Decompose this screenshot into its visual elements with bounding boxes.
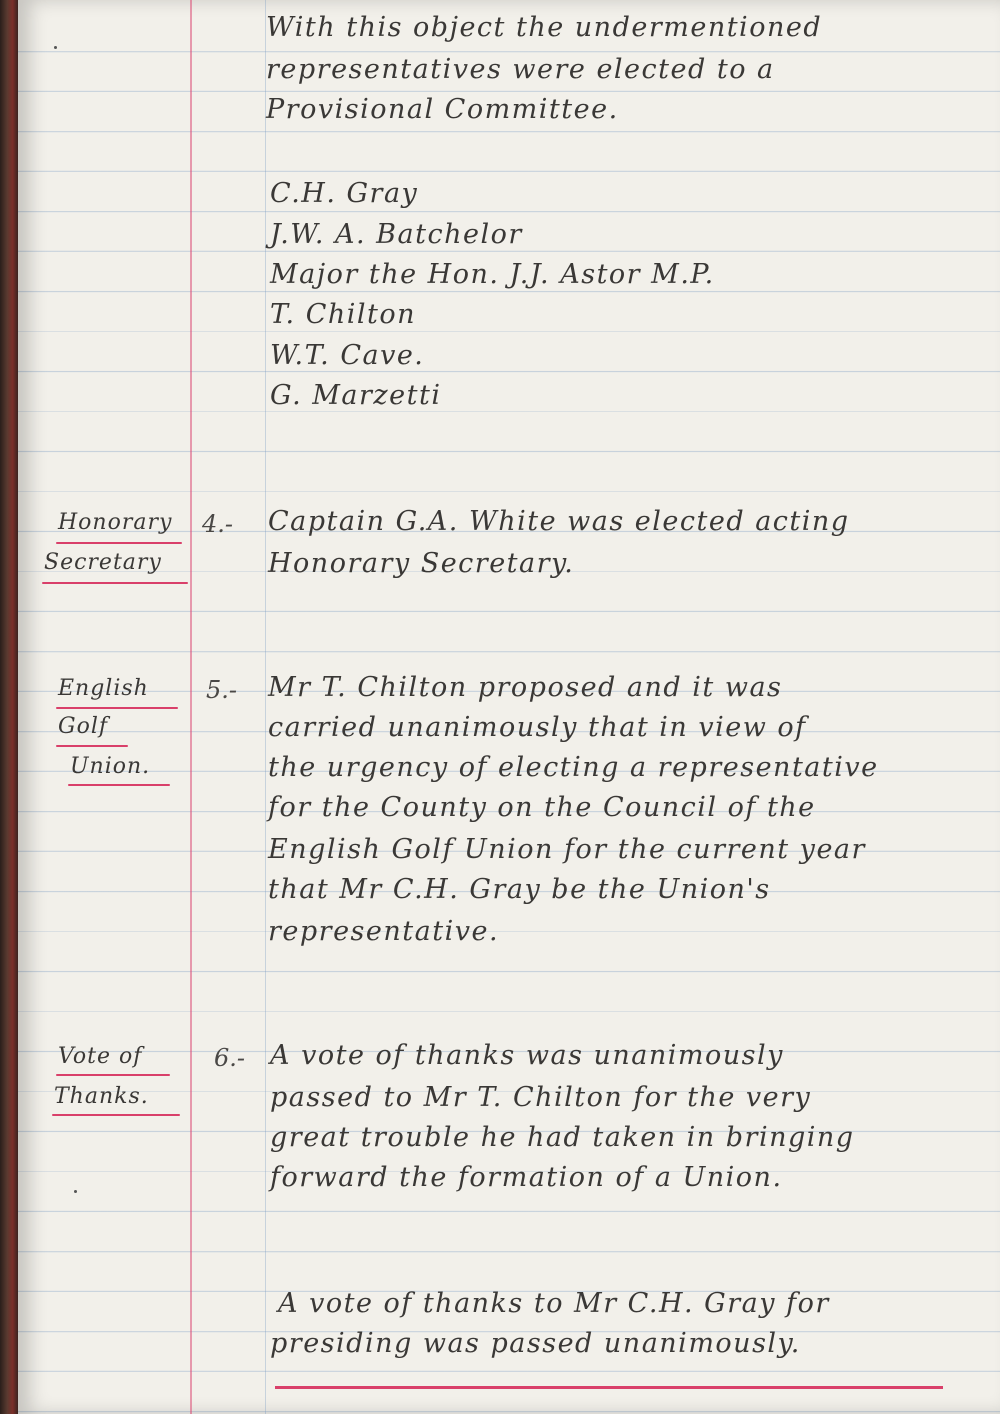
intro-line: representatives were elected to a bbox=[266, 54, 775, 85]
item-number: 5.- bbox=[206, 676, 238, 704]
committee-member: J.W. A. Batchelor bbox=[270, 219, 523, 250]
item-text-line: for the County on the Council of the bbox=[268, 792, 816, 823]
margin-line-red bbox=[190, 0, 192, 1414]
ink-dot bbox=[54, 46, 57, 49]
item-text-line: Captain G.A. White was elected acting bbox=[268, 506, 850, 537]
intro-line: With this object the undermentioned bbox=[266, 12, 823, 43]
intro-line: Provisional Committee. bbox=[266, 94, 619, 125]
side-heading-underline bbox=[68, 784, 170, 786]
committee-member: T. Chilton bbox=[270, 299, 417, 330]
item-text-line: carried unanimously that in view of bbox=[268, 712, 807, 743]
item-text-line: great trouble he had taken in bringing bbox=[270, 1122, 855, 1153]
item-text-line: Honorary Secretary. bbox=[268, 548, 575, 579]
margin-line-blue bbox=[265, 0, 266, 1414]
committee-member: W.T. Cave. bbox=[270, 340, 425, 371]
committee-member: G. Marzetti bbox=[270, 380, 442, 411]
item-text-line: the urgency of electing a representative bbox=[268, 752, 879, 783]
side-heading-underline bbox=[52, 1114, 180, 1116]
book-binding bbox=[0, 0, 18, 1414]
item-text-line: Mr T. Chilton proposed and it was bbox=[268, 672, 783, 703]
closing-line: A vote of thanks to Mr C.H. Gray for bbox=[278, 1288, 830, 1319]
side-heading-underline bbox=[56, 1074, 170, 1076]
side-heading-underline bbox=[42, 582, 188, 584]
side-heading: Thanks. bbox=[54, 1084, 149, 1109]
committee-member: Major the Hon. J.J. Astor M.P. bbox=[270, 259, 715, 290]
end-rule bbox=[275, 1386, 943, 1389]
item-text-line: English Golf Union for the current year bbox=[268, 834, 866, 865]
side-heading-underline bbox=[56, 542, 182, 544]
item-number: 6.- bbox=[214, 1044, 246, 1072]
side-heading: Vote of bbox=[58, 1044, 143, 1069]
side-heading: Golf bbox=[58, 714, 108, 739]
item-text-line: forward the formation of a Union. bbox=[270, 1162, 783, 1193]
side-heading-underline bbox=[56, 745, 128, 747]
item-number: 4.- bbox=[202, 510, 234, 538]
closing-line: presiding was passed unanimously. bbox=[270, 1328, 801, 1359]
side-heading: Union. bbox=[70, 754, 151, 779]
side-heading: English bbox=[58, 676, 149, 701]
side-heading-underline bbox=[56, 707, 178, 709]
side-heading: Secretary bbox=[44, 550, 162, 575]
ledger-page bbox=[18, 0, 1000, 1414]
item-text-line: passed to Mr T. Chilton for the very bbox=[270, 1082, 812, 1113]
ink-dot bbox=[74, 1190, 77, 1193]
side-heading: Honorary bbox=[58, 510, 173, 535]
item-text-line: that Mr C.H. Gray be the Union's bbox=[268, 874, 771, 905]
item-text-line: A vote of thanks was unanimously bbox=[270, 1040, 784, 1071]
committee-member: C.H. Gray bbox=[270, 178, 419, 209]
item-text-line: representative. bbox=[268, 916, 500, 947]
